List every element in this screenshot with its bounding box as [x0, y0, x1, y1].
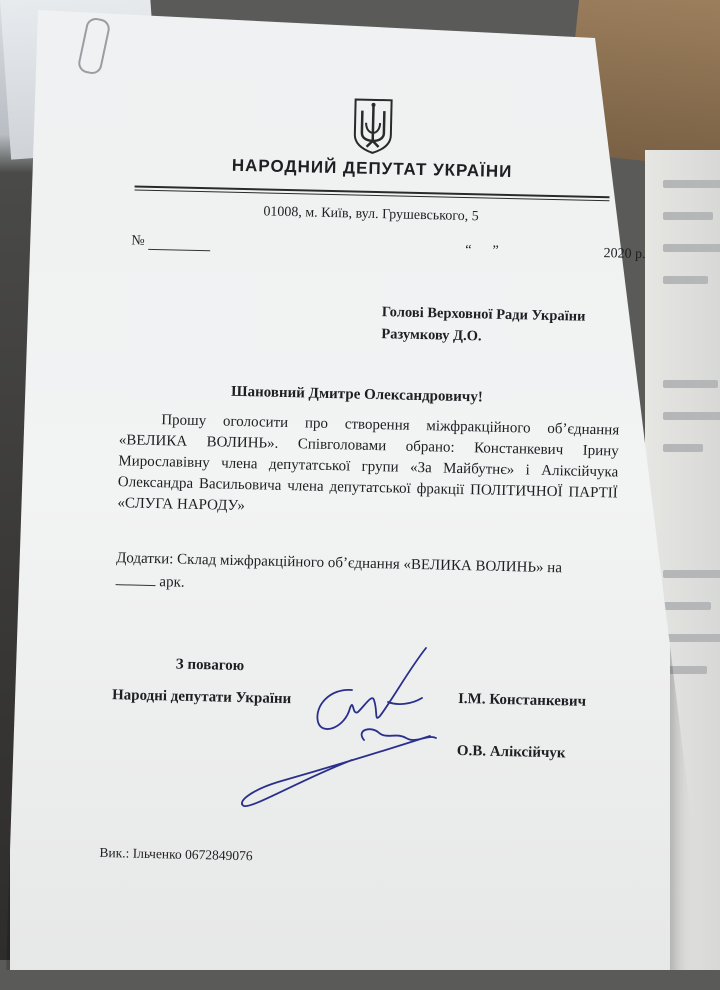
recipient-line-2: Разумкову Д.О.	[381, 326, 482, 345]
executor-contact: Вик.: Ільченко 0672849076	[99, 844, 253, 864]
recipient-block	[381, 301, 586, 350]
document-number	[131, 233, 210, 251]
attachments-line	[115, 547, 616, 604]
attachments-blank	[116, 572, 156, 586]
recipient-line-1: Голові Верховної Ради України	[381, 304, 586, 325]
coat-of-arms-icon	[351, 96, 394, 155]
signer-name-2: О.В. Аліксійчук	[456, 742, 566, 762]
number-label: №	[131, 233, 145, 249]
letterhead-title: НАРОДНИЙ ДЕПУТАТ УКРАЇНИ	[231, 155, 513, 182]
number-blank	[148, 237, 210, 251]
closing-deputies: Народні депутати України	[111, 687, 292, 708]
closing-regards: З повагою	[175, 656, 245, 675]
letter-body: Прошу оголосити про створення міжфракційного об’єднання «ВЕЛИКА ВОЛИНЬ». Співголовами обрано: Констанкевич Ірину Мирославівну члена депутатської групи «За Майбутнє» і Аліксійчука Олександра Васильовича члена депутатської фракції ПОЛІТИЧНОЇ ПАРТІЇ «СЛУГА НАРОДУ»	[117, 412, 620, 515]
signer-name-1: І.М. Констанкевич	[457, 690, 587, 710]
salutation: Шановний Дмитре Олександровичу!	[230, 383, 483, 406]
attachments-text: Додатки: Склад міжфракційного об’єднання «ВЕЛИКА ВОЛИНЬ» на	[115, 550, 563, 577]
document-date: “ ” 2020 р.	[465, 243, 646, 263]
letterhead-address: 01008, м. Київ, вул. Грушевського, 5	[263, 204, 479, 225]
attachments-suffix: арк.	[159, 574, 185, 591]
